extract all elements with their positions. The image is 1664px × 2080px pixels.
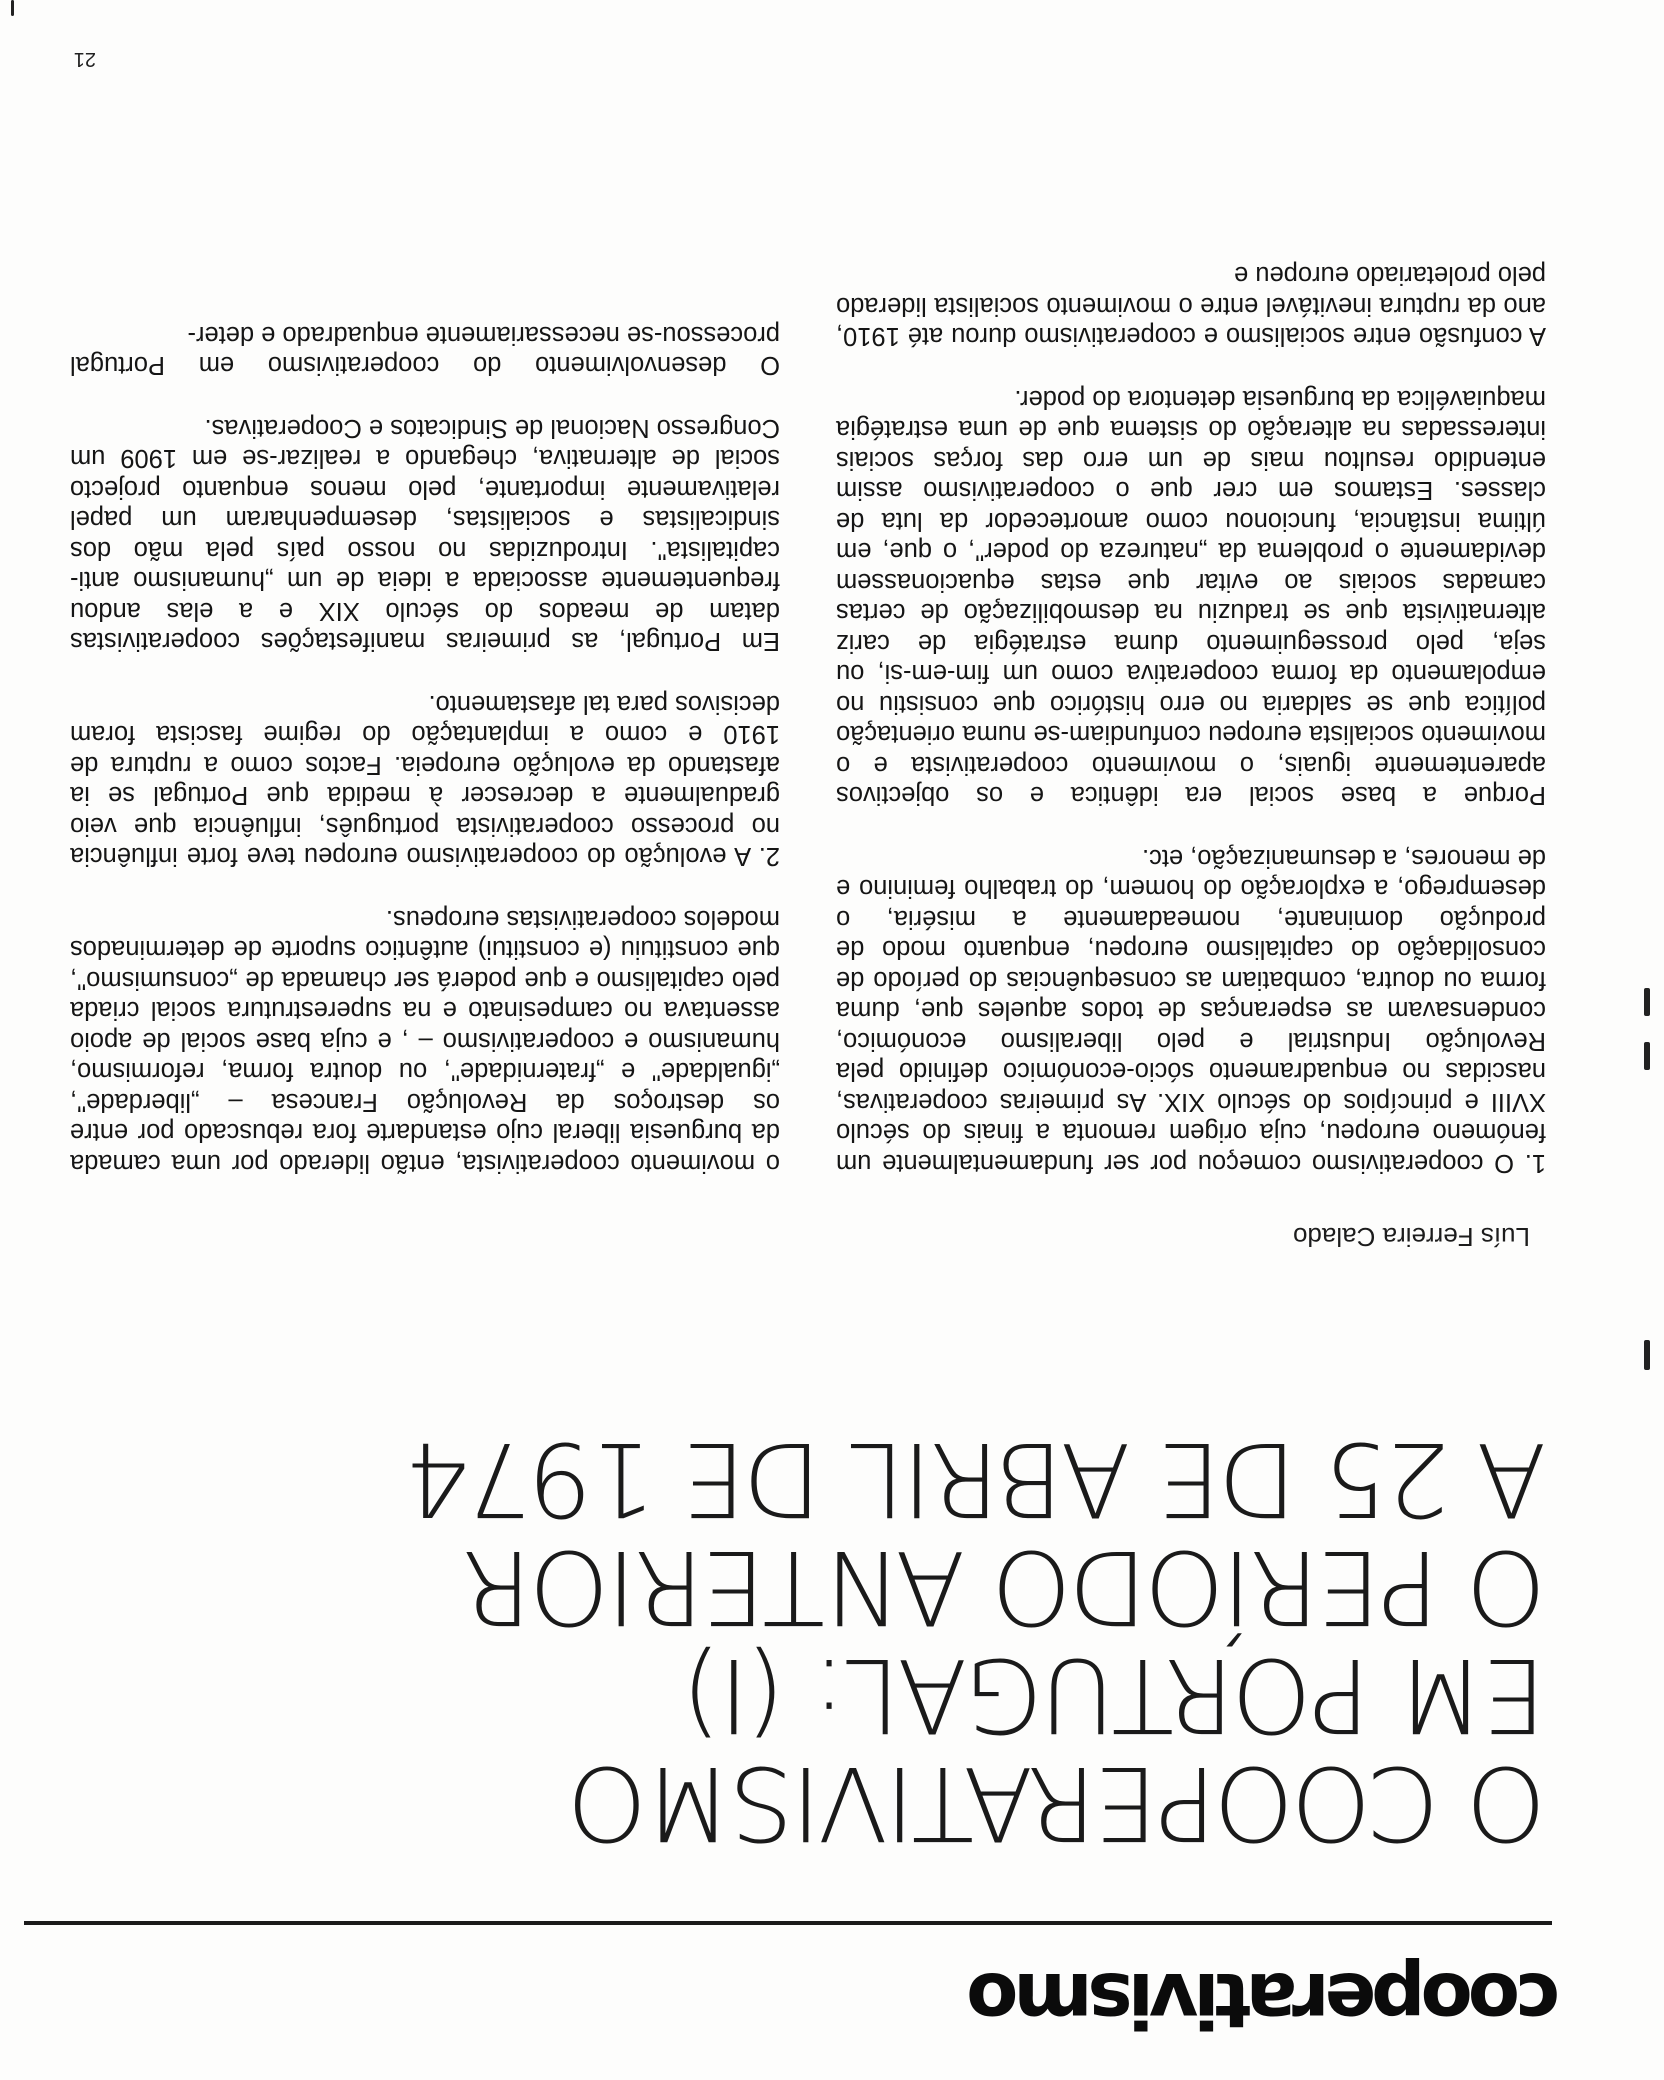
title-line-1: O COOPERATIVISMO [569,1743,1546,1862]
paragraph-left-3: A confusão entre socialismo e cooperativismo durou até 1910, ano da ruptura inevitável entre o movimento socialista liderado pelo proletariado europeu e [836,261,1546,351]
paragraph-right-3: Em Portugal, as primeiras manifestações cooperativistas datam de meados do século XIX e a elas andou frequentemente associada a ideia de um „humanismo anti-capitalista". Introduzidas no nosso país pela mão dos sindicalistas e socialistas, desempenharam um papel relativamente importante, pelo menos enquanto projecto social de alternativa, chegando a realizar-se em 1909 um Congresso Nacional de Sindicatos e Cooperativas. [70,414,780,656]
right-column [70,288,780,1179]
title-line-4: A 25 DE ABRIL DE 1974 [407,1419,1546,1538]
scan-mark [11,0,14,16]
author-byline: Luís Ferreira Calado [1293,1222,1530,1252]
header-rule [24,1921,1552,1925]
paragraph-left-2: Porque a base social era idêntica e os objectivos aparentemente iguais, o movimento cooperativista e o movimento socialista europeu confundiam-se numa orientação política que se saldaria no erro histórico que consistiu no empolamento da forma cooperativa como um fim-em-si, ou seja, pelo prosseguimento duma estratégia de cariz alternativista que se traduziu na desmobilização de certas camadas sociais ao evitar que estas equacionassem devidamente o problema da „natureza do poder", o que, em última instância, funcionou como amortecedor da luta de classes. Estamos em crer que o cooperativismo assim entendido resultou mais de um erro das forças sociais interessadas na alteração do sistema que de uma estratégia maquiavélica da burguesia detentora do poder. [836,385,1546,810]
masthead-logo: cooperativismo [971,1956,1560,2045]
scan-mark [1644,988,1650,1016]
title-line-2: EM PORTUGAL: (I) [684,1635,1546,1754]
paragraph-right-2: 2. A evolução do cooperativismo europeu teve forte influência no processo cooperativista português, influência que veio gradualmente a decrescer à medida que Portugal se ia afastando da evolução europeia. Factos como a ruptura de 1910 e como a implantação do regime fascista foram decisivos para tal afastamento. [70,690,780,871]
paragraph-right-1: o movimento cooperativista, então liderado por uma camada da burguesia liberal cujo estandarte fora rebuscado por entre os destroços da Revolução Francesa – „liberdade", „igualdade" e „fraternidade", ou doutra forma, reformismo, humanismo e cooperativismo – , e cuja base social de apoio assentava no campesinato e na superestrutura social criada pelo capitalismo e que poderá ser chamada de „consumismo", que constituiu (e constitui) autêntico suporte de determinados modelos cooperativistas europeus. [70,905,780,1177]
paragraph-left-1: 1. O cooperativismo começou por ser fundamentalmente um fenómeno europeu, cuja origem remonta a finais do século XVIII e princípios do século XIX. As primeiras cooperativas, nascidas no enquadramento sócio-económico definido pela Revolução Industrial e pelo liberalismo económico, condensavam as esperanças de todos aqueles que, duma forma ou doutra, combatiam as consequências do período de consolidação do capitalismo europeu, enquanto modo de produção dominante, nomeadamente a miséria, o desemprego, a exploração do homem, do trabalho feminino e de menores, a desumanização, etc. [836,844,1546,1177]
scan-mark [1644,1340,1650,1370]
article-title [407,1419,1546,1862]
page-number: 21 [73,48,96,70]
left-column [836,228,1546,1178]
title-line-3: O PERÍODO ANTERIOR [463,1527,1546,1646]
paragraph-right-4: O desenvolvimento do cooperativismo em Portugal processou-se necessariamente enquadrado e deter- [70,321,780,380]
scan-mark [1644,1042,1650,1070]
